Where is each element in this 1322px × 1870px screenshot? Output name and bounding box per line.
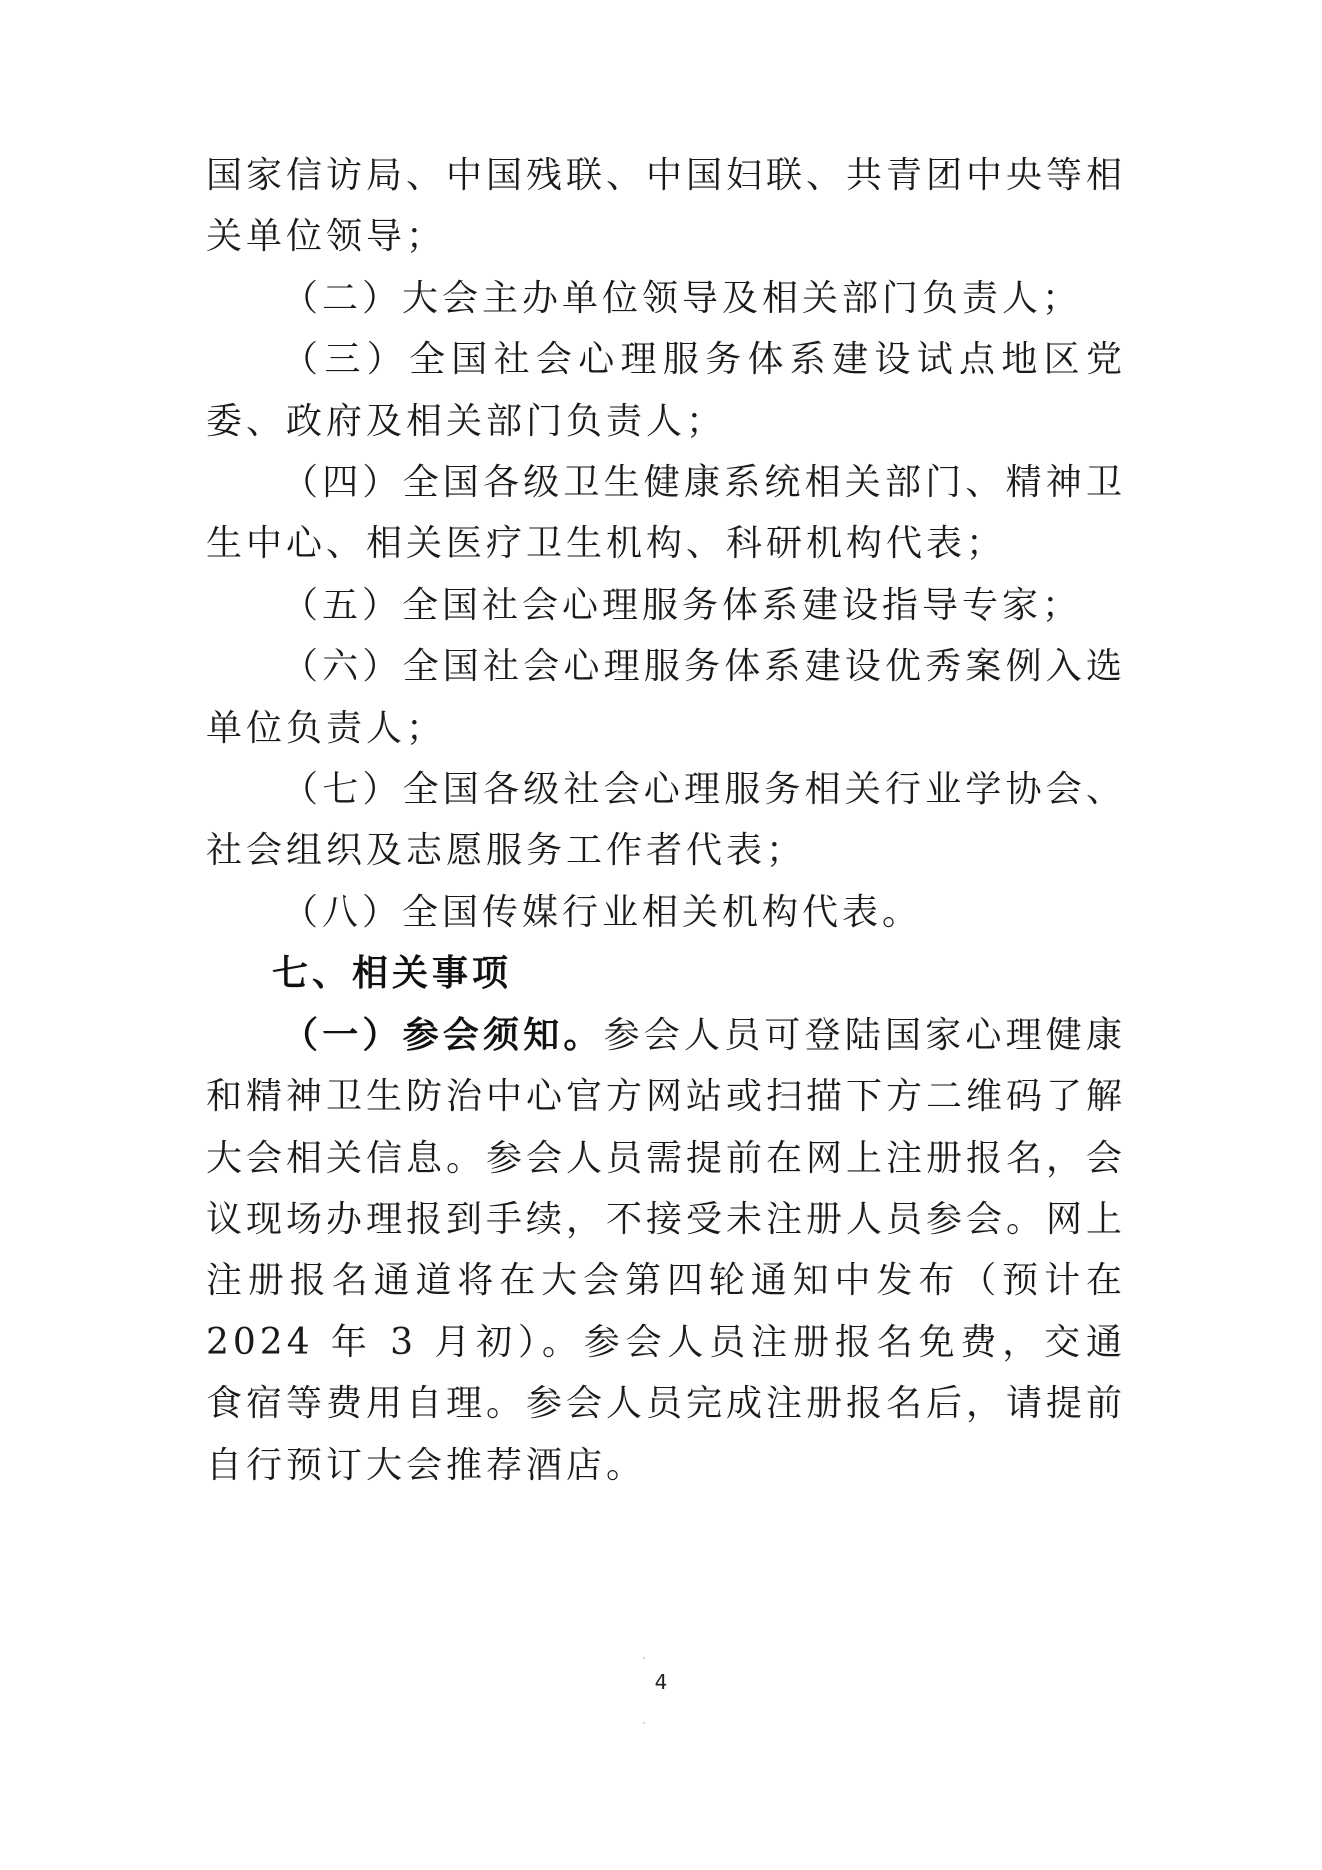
list-item-5: （五）全国社会心理服务体系建设指导专家； <box>282 584 1083 626</box>
page-number: 4 <box>654 1670 668 1694</box>
notice-paragraph <box>206 1005 1126 1496</box>
scan-dot <box>643 1722 645 1724</box>
paragraph-continuation: 国家信访局、中国残联、中国妇联、共青团中央等相关单位领导； <box>206 155 1127 258</box>
list-item-3: （三）全国社会心理服务体系建设试点地区党委、政府及相关部门负责人； <box>206 339 1126 442</box>
section-heading: 七、相关事项 <box>272 953 513 995</box>
scan-dot <box>643 1657 645 1659</box>
list-item-7: （七）全国各级社会心理服务相关行业学协会、社会组织及志愿服务工作者代表； <box>206 769 1126 872</box>
notice-text: 参会人员可登陆国家心理健康和精神卫生防治中心官方网站或扫描下方二维码了解大会相关信息。参会人员需提前在网上注册报名，会议现场办理报到手续，不接受未注册人员参会。网上注册报名通道将在大会第四轮通知中发布（预计在 2024 年 3 月初）。参会人员注册报名免费，交通食宿等费用自理。参会人员完成注册报名后，请提前自行预订大会推荐酒店。 <box>206 1014 1127 1486</box>
document-body <box>206 145 1126 1496</box>
list-item-6: （六）全国社会心理服务体系建设优秀案例入选单位负责人； <box>206 646 1126 749</box>
notice-lead: （一）参会须知。 <box>282 1014 604 1056</box>
list-item-4: （四）全国各级卫生健康系统相关部门、精神卫生中心、相关医疗卫生机构、科研机构代表； <box>206 462 1126 565</box>
list-item-8: （八）全国传媒行业相关机构代表。 <box>282 891 923 933</box>
list-item-2: （二）大会主办单位领导及相关部门负责人； <box>282 277 1083 319</box>
